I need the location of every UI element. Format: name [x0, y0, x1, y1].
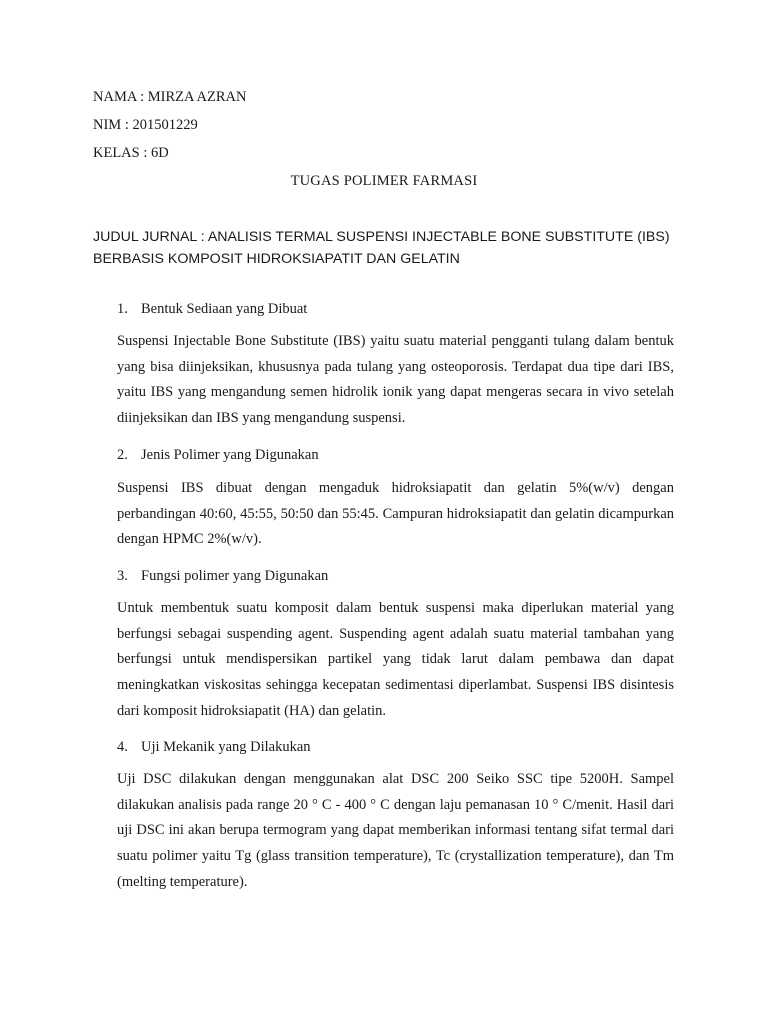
- section-heading-text: Uji Mekanik yang Dilakukan: [141, 739, 311, 755]
- journal-title: JUDUL JURNAL : ANALISIS TERMAL SUSPENSI INJECTABLE BONE SUBSTITUTE (IBS) BERBASIS KOMPOSIT HIDROKSIAPATIT DAN GELATIN: [93, 229, 670, 267]
- section-heading: [117, 446, 319, 464]
- section-number: 3.: [117, 568, 128, 584]
- section-paragraph: Uji DSC dilakukan dengan menggunakan alat DSC 200 Seiko SSC tipe 5200H. Sampel dilakukan analisis pada range 20 ° C - 400 ° C dengan laju pemanasan 10 ° C/menit. Hasil dari uji DSC ini akan berupa termogram yang dapat memberikan informasi tentang sifat termal dari suatu polimer yaitu Tg (glass transition temperature), Tc (crystallization temperature), dan Tm (melting temperature).: [117, 771, 674, 890]
- document-title: TUGAS POLIMER FARMASI: [290, 173, 478, 189]
- section-heading: [117, 300, 307, 318]
- section-heading: [117, 567, 328, 585]
- student-name: NAMA : MIRZA AZRAN: [93, 89, 247, 105]
- student-nim: NIM : 201501229: [93, 117, 198, 133]
- section-paragraph: Untuk membentuk suatu komposit dalam bentuk suspensi maka diperlukan material yang berfungsi sebagai suspending agent. Suspending agent adalah suatu material tambahan yang berfungsi untuk mendispersikan partikel yang tidak larut dalam pembawa dan dapat meningkatkan viskositas sehingga kecepatan sedimentasi diperlambat. Suspensi IBS disintesis dari komposit hidroksiapatit (HA) dan gelatin.: [117, 600, 674, 719]
- student-class: KELAS : 6D: [93, 145, 169, 161]
- section-heading-text: Fungsi polimer yang Digunakan: [141, 568, 329, 584]
- section-number: 4.: [117, 739, 128, 755]
- section-paragraph: Suspensi Injectable Bone Substitute (IBS) yaitu suatu material pengganti tulang dalam bentuk yang bisa diinjeksikan, khususnya pada tulang yang osteoporosis. Terdapat dua tipe dari IBS, yaitu IBS yang mengandung semen hidrolik ionik yang dapat mengeras secara in vivo setelah diinjeksikan dan IBS yang mengandung suspensi.: [117, 333, 674, 427]
- section-heading-text: Jenis Polimer yang Digunakan: [141, 447, 319, 463]
- section-number: 2.: [117, 447, 128, 463]
- section-number: 1.: [117, 301, 128, 317]
- section-heading-text: Bentuk Sediaan yang Dibuat: [141, 301, 308, 317]
- section-paragraph: Suspensi IBS dibuat dengan mengaduk hidroksiapatit dan gelatin 5%(w/v) dengan perbandingan 40:60, 45:55, 50:50 dan 55:45. Campuran hidroksiapatit dan gelatin dicampurkan dengan HPMC 2%(w/v).: [117, 480, 674, 548]
- section-heading: [117, 738, 311, 756]
